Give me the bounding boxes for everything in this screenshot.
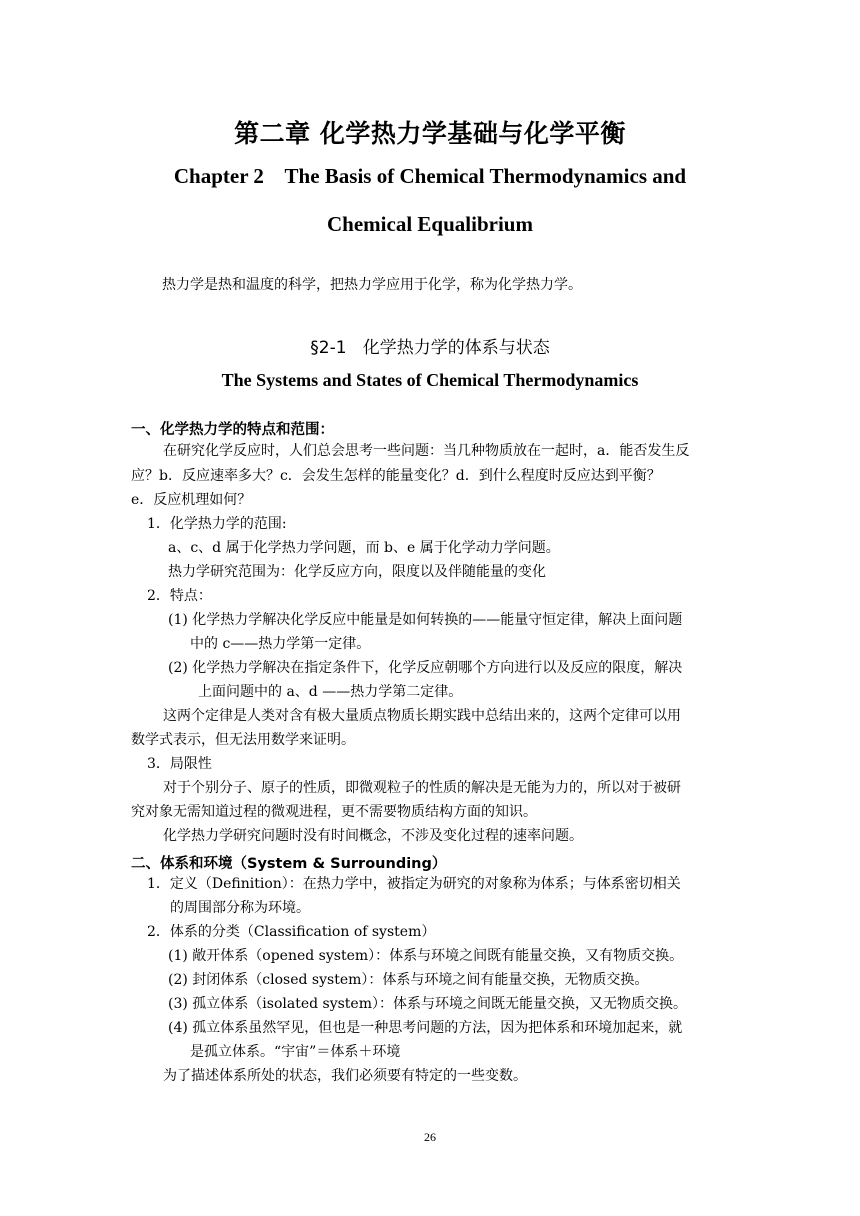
part1-item3-line1: 对于个别分子、原子的性质，即微观粒子的性质的解决是无能为力的，所以对于被研 <box>163 780 681 796</box>
part2-closing: 为了描述体系所处的状态，我们必须要有特定的一些变数。 <box>163 1068 527 1084</box>
part2-sub4-line1: (4) 孤立体系虽然罕见，但也是一种思考问题的方法，因为把体系和环境加起来，就 <box>168 1020 683 1036</box>
intro-paragraph: 热力学是热和温度的科学，把热力学应用于化学，称为化学热力学。 <box>162 277 582 293</box>
part1-item1-title: 1．化学热力学的范围: <box>147 516 287 532</box>
part1-para1-line2: 应？b．反应速率多大？c．会发生怎样的能量变化？d．到什么程度时反应达到平衡？ <box>131 468 661 484</box>
part1-heading: 一、化学热力学的特点和范围： <box>131 422 334 438</box>
chapter-title-en-line1: Chapter 2 The Basis of Chemical Thermodynamics and <box>173 164 687 188</box>
part2-item1-line2: 的周围部分称为环境。 <box>170 900 310 916</box>
part1-item3-line3: 化学热力学研究问题时没有时间概念，不涉及变化过程的速率问题。 <box>163 828 583 844</box>
part1-para2-line2: 数学式表示，但无法用数学来证明。 <box>131 732 355 748</box>
part1-item2-sub1-line2: 中的 c——热力学第一定律。 <box>190 636 371 652</box>
part2-item1-line1: 1．定义（Definition）：在热力学中，被指定为研究的对象称为体系；与体系密切相关 <box>147 876 681 892</box>
part1-para1-line3: e．反应机理如何？ <box>131 492 252 508</box>
section-title-en: The Systems and States of Chemical Thermodynamics <box>221 370 639 390</box>
part2-heading: 二、体系和环境（System & Surrounding） <box>131 856 447 872</box>
section-title-cn: §2-1 化学热力学的体系与状态 <box>310 338 550 358</box>
part1-item3-title: 3．局限性 <box>147 756 212 772</box>
part2-item2-title: 2．体系的分类（Classification of system） <box>147 924 436 940</box>
part1-para1-line1: 在研究化学反应时，人们总会思考一些问题：当几种物质放在一起时，a．能否发生反 <box>163 443 690 459</box>
part1-item2-title: 2．特点： <box>147 588 212 604</box>
chapter-title-cn: 第二章 化学热力学基础与化学平衡 <box>234 119 626 148</box>
part1-item2-sub1-line1: (1) 化学热力学解决化学反应中能量是如何转换的——能量守恒定律，解决上面问题 <box>168 612 683 628</box>
part1-item2-sub2-line2: 上面问题中的 a、d ——热力学第二定律。 <box>198 684 463 700</box>
part2-sub1: (1) 敞开体系（opened system）：体系与环境之间既有能量交换，又有物质交换。 <box>168 948 684 964</box>
part1-item2-sub2-line1: (2) 化学热力学解决在指定条件下，化学反应朝哪个方向进行以及反应的限度，解决 <box>168 660 683 676</box>
part1-item1-line1: a、c、d 属于化学热力学问题，而 b、e 属于化学动力学问题。 <box>168 540 560 556</box>
part2-sub2: (2) 封闭体系（closed system）：体系与环境之间有能量交换，无物质交换。 <box>168 972 649 988</box>
page-number: 26 <box>424 1130 436 1144</box>
part1-item1-line2: 热力学研究范围为：化学反应方向，限度以及伴随能量的变化 <box>168 564 546 580</box>
part2-sub4-line2: 是孤立体系。“宇宙”＝体系＋环境 <box>190 1044 401 1060</box>
chapter-title-en-line2: Chemical Equalibrium <box>327 212 533 236</box>
part1-item3-line2: 究对象无需知道过程的微观进程，更不需要物质结构方面的知识。 <box>131 804 537 820</box>
part1-para2-line1: 这两个定律是人类对含有极大量质点物质长期实践中总结出来的，这两个定律可以用 <box>163 708 681 724</box>
part2-sub3: (3) 孤立体系（isolated system）：体系与环境之间既无能量交换，又无物质交换。 <box>168 996 687 1012</box>
